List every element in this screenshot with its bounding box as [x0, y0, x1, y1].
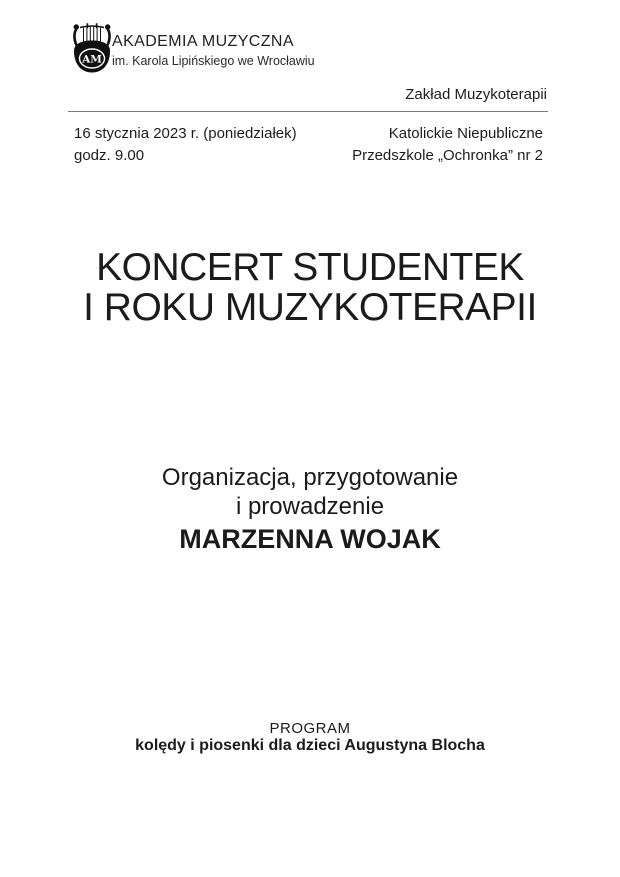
event-date: 16 stycznia 2023 r. (poniedziałek): [74, 125, 297, 142]
credits-line1: Organizacja, przygotowanie: [161, 464, 459, 491]
program-description: kolędy i piosenki dla dzieci Augustyna Blocha: [135, 737, 485, 754]
institution-name: AKADEMIA MUZYCZNA: [112, 33, 294, 50]
event-venue-block: [352, 123, 543, 167]
logo-monogram: AM: [82, 53, 102, 66]
concert-title-line1: KONCERT STUDENTEK: [96, 246, 524, 289]
program-heading: PROGRAM: [269, 720, 351, 737]
credits-block: [0, 463, 620, 556]
header-divider: [68, 111, 548, 112]
organizer-name: MARZENNA WOJAK: [179, 524, 441, 554]
concert-title-line2: I ROKU MUZYKOTERAPII: [83, 286, 537, 329]
credits-line2: i prowadzenie: [235, 493, 385, 520]
department-label: Zakład Muzykoterapii: [405, 86, 547, 103]
concert-title: [0, 248, 620, 328]
event-time: godz. 9.00: [74, 147, 145, 164]
event-date-block: [74, 123, 297, 167]
lyre-logo-icon: [70, 21, 114, 73]
institution-subtitle: im. Karola Lipińskiego we Wrocławiu: [112, 54, 315, 68]
program-block: [0, 720, 620, 755]
venue-line2: Przedszkole „Ochronka” nr 2: [352, 147, 543, 164]
institution-block: [112, 33, 315, 69]
venue-line1: Katolickie Niepubliczne: [388, 125, 543, 142]
